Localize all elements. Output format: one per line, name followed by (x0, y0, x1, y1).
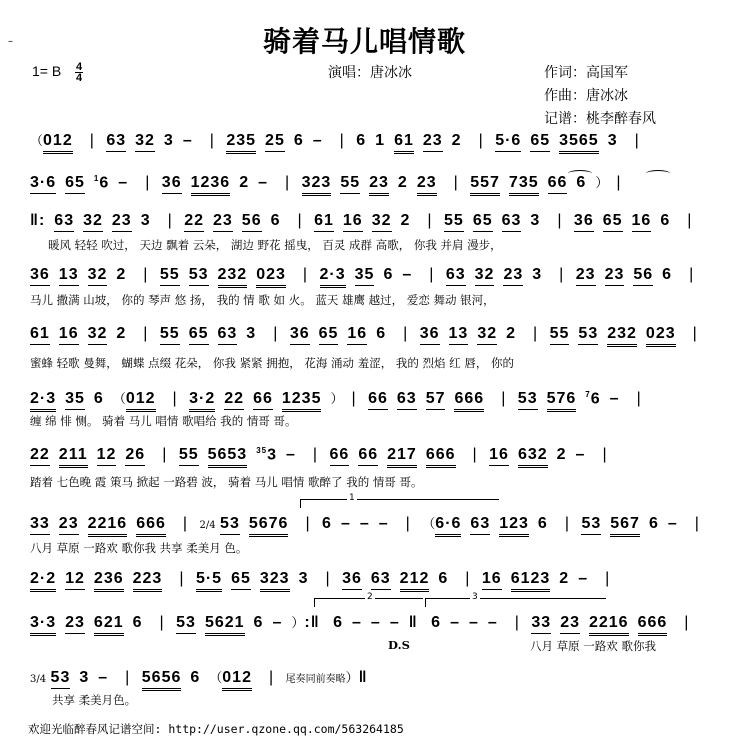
page-title: 骑着马儿唱情歌 (262, 25, 466, 58)
score-row-2: 3·6 65 $^1$6 – | 36 1236 2 – | 323 55 23 2 23 | 557 735 66 6 ） | (30, 172, 629, 196)
score-row-1: （012 | 63 32 3 – | 235 25 6 – | 6 1 61 23 2 | 5·6 65 3565 3 | (30, 130, 647, 154)
ds-marking: D.S (388, 638, 410, 652)
score-row-7: 22 211 12 26 | 55 5653 $^{35}$3 – | 66 66 217 666 | 16 632 2 – | (30, 446, 615, 470)
score-row-11: 3/4 53 3 – | 5656 6 （012 | 尾奏同前奏略）‖ (30, 667, 377, 691)
transcriber-credit: 记谱：桃李醉春风 (544, 111, 656, 127)
lyrics-row-8: 八月 草原 一路欢 歌你我 共享 柔美月 色。 (30, 541, 248, 555)
volta-2: 2 (314, 598, 423, 607)
lyrics-row-7: 踏着 七色晚 霞 策马 掀起 一路碧 波， 骑着 马儿 唱情 歌醉了 我的 情哥 哥。 (30, 475, 423, 489)
lyricist-credit: 作词：高国军 (544, 65, 628, 81)
lyrics-row-3: 暖风 轻轻 吹过， 天边 飘着 云朵， 湖边 野花 摇曳， 百灵 成群 高歌， 你我 并肩 漫步， (48, 238, 502, 252)
margin-mark: – (8, 36, 13, 47)
lyrics-row-5: 蜜蜂 轻歌 曼舞， 蝴蝶 点缀 花朵， 你我 紧紧 拥抱， 花海 涌动 羞涩， 我的 烈焰 红 唇， 你的 (30, 356, 514, 370)
composer-credit: 作曲：唐冰冰 (544, 88, 628, 104)
key-label: 1= B (32, 63, 62, 80)
score-row-3: ‖: 63 32 23 3 | 22 23 56 6 | 61 16 32 2 | 55 65 63 3 | 36 65 16 6 | (30, 212, 699, 236)
footer-credit: 欢迎光临醉春风记谱空间: http://user.qzone.qq.com/563264185 (28, 722, 404, 736)
time-signature: $\frac{4}{4}$ (76, 61, 83, 84)
key-signature (32, 62, 83, 83)
lyrics-row-10 (330, 638, 410, 652)
singer-credit: 演唱：唐冰冰 (328, 65, 412, 81)
outro-note: 尾奏同前奏略 (285, 674, 346, 685)
lyrics-row-10b: 八月 草原 一路欢 歌你我 (530, 639, 656, 653)
volta-1: 1 (300, 499, 499, 508)
score-row-9: 2·2 12 236 223 | 5·5 65 323 3 | 36 63 212 6 | 16 6123 2 – | (30, 570, 617, 594)
lyrics-row-4: 马儿 撒满 山坡， 你的 琴声 悠 扬， 我的 情 歌 如 火。 蓝天 雄鹰 越过， 爱恋 舞动 银河， (30, 293, 495, 307)
score-row-4: 36 13 32 2 | 55 53 232 023 | 2·3 35 6 – | 63 32 23 3 | 23 23 56 6 | (30, 266, 701, 290)
lyrics-row-11: 共享 柔美月色。 (52, 693, 137, 707)
score-row-5: 61 16 32 2 | 55 65 63 3 | 36 65 16 6 | 36 13 32 2 | 55 53 232 023 | (30, 325, 705, 349)
score-row-10: 3·3 23 621 6 | 53 5621 6 – ）:‖ 6 – – – ‖ 6 – – – | 33 23 2216 666 | (30, 612, 696, 636)
volta-3: 3 (425, 598, 606, 607)
score-row-6: 2·3 35 6 （012 | 3·2 22 66 1235 ） | 66 63 57 666 | 53 576 $^7$6 – | (30, 388, 649, 412)
lyrics-row-6: 缠 绵 悱 恻。 骑着 马儿 唱情 歌唱给 我的 情哥 哥。 (30, 414, 297, 428)
score-row-8: 33 23 2216 666 | 2/4 53 5676 | 6 – – – | （6·6 63 123 6 | 53 567 6 – | (30, 513, 707, 537)
